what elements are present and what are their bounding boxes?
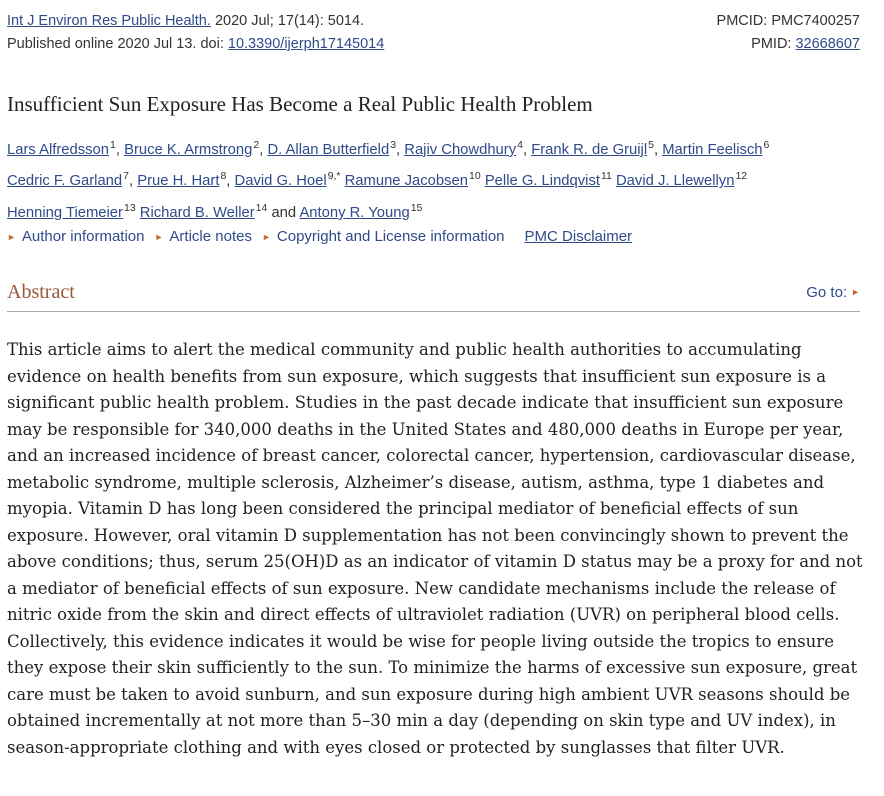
author-affiliation-ref[interactable]: 4 <box>517 139 523 151</box>
author-list <box>7 132 867 226</box>
author-affiliation-ref[interactable]: 1 <box>110 139 116 151</box>
author-link[interactable]: Lars Alfredsson <box>7 141 109 158</box>
pmcid: PMCID: PMC7400257 <box>716 13 860 29</box>
author-separator: , <box>226 173 235 190</box>
author-link[interactable]: Antony R. Young <box>299 204 410 221</box>
goto-menu[interactable]: Go to: ► <box>806 284 860 301</box>
doi-link[interactable]: 10.3390/ijerph17145014 <box>227 36 385 52</box>
author-separator: , <box>396 141 405 158</box>
journal-link[interactable]: Int J Environ Res Public Health. <box>7 13 211 29</box>
author-affiliation-ref[interactable]: 11 <box>600 170 612 183</box>
abstract-heading: Abstract <box>7 281 75 303</box>
author-separator: and <box>267 204 300 221</box>
author-link[interactable]: Frank R. de Gruijl <box>531 141 648 158</box>
expand-triangle-icon: ► <box>7 232 16 242</box>
author-link[interactable]: Cedric F. Garland <box>7 173 123 190</box>
article-meta-links <box>7 228 632 245</box>
author-link[interactable]: David G. Hoel <box>234 173 327 190</box>
author-link[interactable]: D. Allan Butterfield <box>267 141 390 158</box>
author-affiliation-ref[interactable]: 2 <box>253 139 260 151</box>
author-affiliation-ref[interactable]: 8 <box>220 170 227 183</box>
abstract-header <box>7 281 860 312</box>
author-link[interactable]: Henning Tiemeier <box>7 204 123 221</box>
pmid-link[interactable]: 32668607 <box>795 36 860 52</box>
expand-triangle-icon: ► <box>261 232 271 242</box>
author-link[interactable]: Richard B. Weller <box>139 204 255 221</box>
author-affiliation-ref[interactable]: 14 <box>255 201 268 214</box>
author-info-toggle[interactable]: ► Author information <box>7 228 145 245</box>
author-affiliation-ref[interactable]: 9,* <box>327 170 341 183</box>
author-affiliation-ref[interactable]: 7 <box>123 170 129 183</box>
author-separator: , <box>128 173 138 190</box>
author-affiliation-ref[interactable]: 15 <box>410 201 423 214</box>
copyright-toggle[interactable]: ► Copyright and License information <box>261 228 505 245</box>
author-affiliation-ref[interactable]: 3 <box>390 139 397 151</box>
author-link[interactable]: Prue H. Hart <box>137 173 220 190</box>
author-separator: , <box>259 141 268 158</box>
article-notes-toggle[interactable]: ► Article notes <box>154 228 252 245</box>
author-affiliation-ref[interactable]: 13 <box>123 201 136 214</box>
article-title: Insufficient Sun Exposure Has Become a Real Public Health Problem <box>7 92 593 116</box>
author-affiliation-ref[interactable]: 6 <box>763 139 770 151</box>
author-separator: , <box>653 141 663 158</box>
author-separator <box>340 173 344 189</box>
goto-triangle-icon: ► <box>851 287 860 297</box>
author-link[interactable]: David J. Llewellyn <box>616 173 735 190</box>
published-info: Published online 2020 Jul 13. doi: <box>7 36 228 52</box>
abstract-text: This article aims to alert the medical community and public health authorities to accumulating evidence on health benefits from sun exposure, which suggests that insufficient sun exposure is a significant public health problem. Studies in the past decade indicate that insufficient sun exposure may be responsible for 340,000 deaths in the United States and 480,000 deaths in Europe per year, and an increased incidence of breast cancer, colorectal cancer, hypertension, cardiovascular disease, metabolic syndrome, multiple sclerosis, Alzheimer’s disease, autism, asthma, type 1 diabetes and myopia. Vitamin D has long been considered the principal mediator of beneficial effects of sun exposure. However, oral vitamin D supplementation has not been convincingly shown to prevent the above conditions; thus, serum 25(OH)D as an indicator of vitamin D status may be a proxy for and not a mediator of beneficial effects of sun exposure. New candidate mechanisms include the release of nitric oxide from the skin and direct effects of ultraviolet radiation (UVR) on peripheral blood cells. Collectively, this evidence indicates it would be wise for people living outside the tropics to ensure they expose their skin sufficiently to the sun. To minimize the harms of excessive sun exposure, great care must be taken to avoid sunburn, and sun exposure during high ambient UVR seasons should be obtained incrementally at not more than 5–30 min a day (depending on skin type and UV index), in season-appropriate clothing and with eyes closed or protected by sunglasses that filter UVR. <box>7 340 863 757</box>
author-link[interactable]: Rajiv Chowdhury <box>404 141 517 158</box>
pmid-label: PMID: <box>751 36 796 52</box>
author-link[interactable]: Pelle G. Lindqvist <box>484 173 600 190</box>
pmc-disclaimer-link[interactable]: PMC Disclaimer <box>524 228 633 245</box>
author-affiliation-ref[interactable]: 10 <box>469 170 481 183</box>
expand-triangle-icon: ► <box>154 232 164 242</box>
author-link[interactable]: Martin Feelisch <box>662 141 763 158</box>
author-link[interactable]: Bruce K. Armstrong <box>124 141 253 158</box>
author-separator: , <box>115 141 125 158</box>
issue-info: 2020 Jul; 17(14): 5014. <box>214 13 365 29</box>
author-link[interactable]: Ramune Jacobsen <box>344 173 468 190</box>
author-affiliation-ref[interactable]: 5 <box>648 139 654 151</box>
author-affiliation-ref[interactable]: 12 <box>735 170 748 183</box>
citation-block <box>7 10 860 56</box>
author-separator: , <box>522 141 532 158</box>
